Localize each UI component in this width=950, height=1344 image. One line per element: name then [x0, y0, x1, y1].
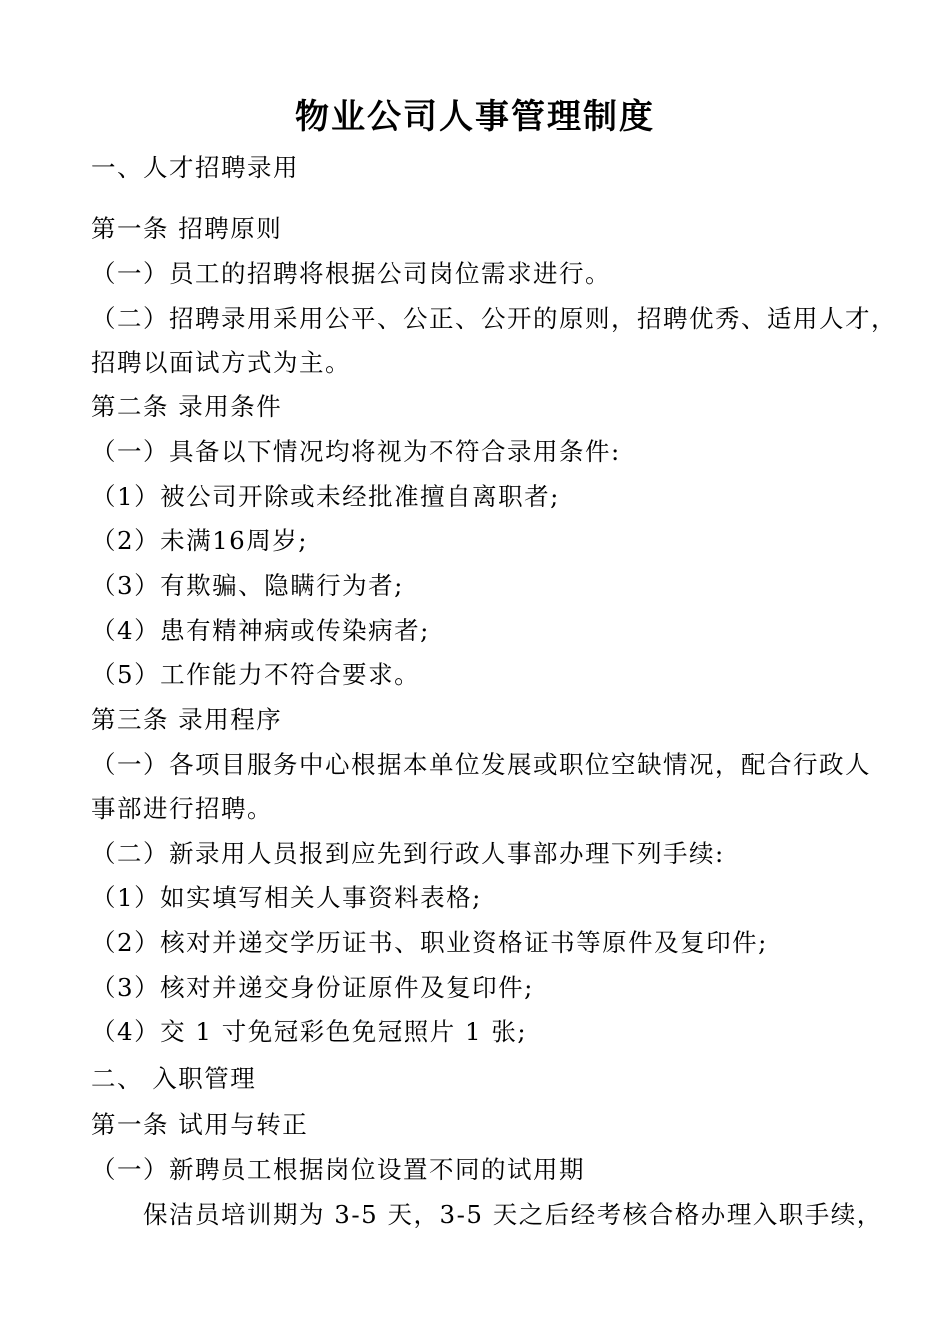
list-item: （5）工作能力不符合要求。 — [91, 660, 421, 689]
list-item: （4）患有精神病或传染病者; — [91, 616, 430, 645]
paragraph-line: （一）员工的招聘将根据公司岗位需求进行。 — [91, 259, 611, 288]
section-heading: 一、人才招聘录用 — [91, 153, 299, 182]
list-item: （2）核对并递交学历证书、职业资格证书等原件及复印件; — [91, 928, 768, 957]
article-heading: 第二条 录用条件 — [91, 392, 283, 421]
paragraph-line: （一）各项目服务中心根据本单位发展或职位空缺情况，配合行政人 — [91, 750, 871, 779]
article-heading: 第一条 试用与转正 — [91, 1110, 309, 1139]
paragraph-line: 事部进行招聘。 — [91, 794, 273, 823]
article-heading: 第三条 录用程序 — [91, 705, 283, 734]
paragraph-line: （一）新聘员工根据岗位设置不同的试用期 — [91, 1155, 585, 1184]
list-item: （2）未满16周岁; — [91, 526, 309, 555]
paragraph-line: （二）新录用人员报到应先到行政人事部办理下列手续: — [91, 839, 725, 868]
paragraph-line: （一）具备以下情况均将视为不符合录用条件: — [91, 437, 621, 466]
paragraph-line: 招聘以面试方式为主。 — [91, 348, 351, 377]
section-heading: 二、 入职管理 — [91, 1064, 257, 1093]
list-item: （3）核对并递交身份证原件及复印件; — [91, 973, 534, 1002]
list-item: （1）被公司开除或未经批准擅自离职者; — [91, 482, 560, 511]
article-heading: 第一条 招聘原则 — [91, 214, 283, 243]
list-item: （3）有欺骗、隐瞒行为者; — [91, 571, 404, 600]
list-item: （4）交 1 寸免冠彩色免冠照片 1 张; — [91, 1017, 528, 1046]
list-item: （1）如实填写相关人事资料表格; — [91, 883, 482, 912]
document-title: 物业公司人事管理制度 — [295, 97, 655, 137]
paragraph-line: （二）招聘录用采用公平、公正、公开的原则，招聘优秀、适用人才， — [91, 304, 897, 333]
paragraph-line: 保洁员培训期为 3-5 天，3-5 天之后经考核合格办理入职手续， — [143, 1200, 883, 1229]
